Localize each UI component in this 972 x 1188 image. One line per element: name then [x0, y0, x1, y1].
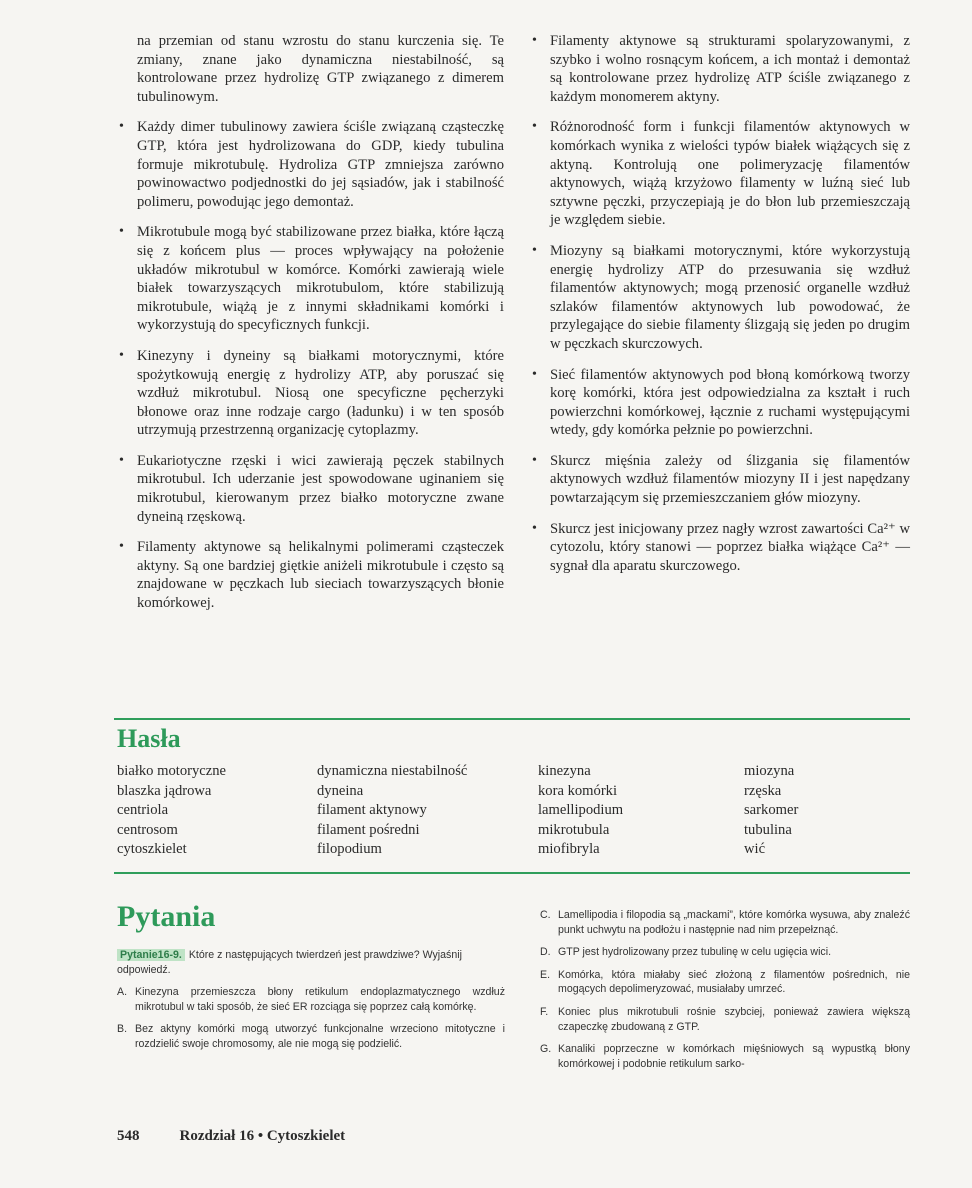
section-divider: [114, 872, 910, 874]
bullet-item: • Każdy dimer tubulinowy zawiera ściśle związaną cząsteczkę GTP, która jest hydrolizowana do GDP, kiedy tubulina formuje mikrotubulę. Hydroliza GTP zmniejsza zarówno powinowactwo podjednostki do jej sąsiadów, jak i stabilność polimeru, powodując jego demontaż.: [119, 119, 504, 210]
bullet-icon: •: [532, 242, 537, 258]
bullet-icon: •: [532, 452, 537, 468]
term: sarkomer: [744, 802, 799, 818]
answer-option: B. Bez aktyny komórki mogą utworzyć funkcjonalne wrzeciono mitotyczne i rozdzielić swoje chromosomy, ale nie mogą się podzielić.: [117, 1023, 505, 1050]
answer-option: G. Kanaliki poprzeczne w komórkach mięśniowych są wypustką błony komórkowej i podobnie retikulum sarko-: [540, 1043, 910, 1070]
pytania-heading: Pytania: [117, 900, 216, 933]
terms-column: [117, 762, 226, 860]
terms-column: [538, 762, 623, 860]
bullet-item: • Filamenty aktynowe są helikalnymi polimerami cząsteczek aktyny. Są one bardziej giętkie aniżeli mikrotubule i często są znajdowane w pęczkach lub sieciach towarzyszących błonie komórkowej.: [119, 539, 504, 612]
term: wić: [744, 841, 766, 857]
right-text-column: [530, 32, 910, 587]
term: białko motoryczne: [117, 763, 227, 779]
term: kinezyna: [538, 763, 591, 779]
term: dyneina: [317, 782, 364, 799]
bullet-icon: •: [532, 33, 537, 48]
term: lamellipodium: [538, 802, 624, 818]
chapter-title: Rozdział 16 • Cytoszkielet: [179, 1128, 346, 1144]
bullet-item: • Eukariotyczne rzęski i wici zawierają pęczek stabilnych mikrotubul. Ich uderzanie jest spowodowane uginaniem się mikrotubul, kierowanym przez białko motoryczne zwane dyneiną rzęskową.: [119, 452, 504, 525]
questions-right: [540, 908, 910, 1079]
bullet-icon: •: [119, 119, 124, 135]
term: miozyna: [744, 763, 795, 779]
term: dynamiczna niestabilność: [317, 763, 468, 779]
term: centriola: [117, 802, 169, 818]
term: mikrotubula: [538, 821, 610, 838]
bullet-item: • Sieć filamentów aktynowych pod błoną komórkową tworzy korę komórki, która jest odpowiedzialna za kształt i ruch powierzchni komórkowej, łącznie z ruchami występującymi wtedy, gdy komórka pełznie po powierzchni.: [532, 366, 910, 439]
answer-option: D. GTP jest hydrolizowany przez tubulinę w celu ugięcia wici.: [540, 946, 832, 959]
term: filopodium: [317, 841, 382, 857]
term: rzęska: [744, 782, 782, 799]
bullet-item: • Kinezyny i dyneiny są białkami motorycznymi, które spożytkowują energię z hydrolizy ATP, aby poruszać się wzdłuż mikrotubul. Niosą one specyficzne pęcherzyki błonowe oraz inne rodzaje cargo (ładunku) i w ten sposób utrzymują przestrzenną organizację cytoplazmy.: [119, 347, 504, 439]
bullet-icon: •: [532, 119, 537, 135]
answer-option: A. Kinezyna przemieszcza błony retikulum endoplazmatycznego wzdłuż mikrotubul w taki sposób, że sieć ER rozciąga się poprzez całą komórkę.: [117, 986, 505, 1013]
term: centrosom: [117, 821, 178, 838]
paragraph-continuation: na przemian od stanu wzrostu do stanu kurczenia się. Te zmiany, znane jako dynamiczna niestabilność, są kontrolowane przez hydrolizę GTP związanego z dimerem tubulinowym.: [137, 33, 504, 105]
terms-column: [744, 762, 798, 860]
section-divider: [114, 718, 910, 720]
term: tubulina: [744, 821, 792, 838]
bullet-icon: •: [119, 224, 124, 240]
bullet-icon: •: [532, 366, 537, 382]
terms-column: [317, 762, 467, 860]
bullet-item: • Filamenty aktynowe są strukturami spolaryzowanymi, z szybko i wolno rosnącym końcem, a ich montaż i demontaż są kontrolowane przez hydrolizę ATP ściśle związanego z każdym monomerem aktyny.: [532, 33, 910, 105]
term: miofibryla: [538, 841, 600, 857]
page-footer: [117, 1128, 345, 1145]
term: filament pośredni: [317, 821, 420, 838]
term: kora komórki: [538, 782, 618, 799]
bullet-item: • Różnorodność form i funkcji filamentów aktynowych w komórkach wynika z wielości typów białek wiążących się z aktyną. Kontrolują one polimeryzację filamentów aktynowych, wiążą krzyżowo filamenty w luźną sieć lub sztywne pęczki, przyczepiają je do błon lub przemieszczają je względem siebie.: [532, 119, 910, 229]
answer-option: E. Komórka, która miałaby sieć złożoną z filamentów pośrednich, nie mogących depolimeryzować, musiałaby umrzeć.: [540, 968, 910, 996]
term: cytoszkielet: [117, 841, 187, 857]
term: filament aktynowy: [317, 802, 427, 818]
answer-option: F. Koniec plus mikrotubuli rośnie szybciej, ponieważ zawiera większą czapeczkę zbudowaną z GTP.: [540, 1005, 910, 1033]
bullet-icon: •: [119, 452, 124, 468]
question-prompt: Pytanie16-9. Które z następujących twierdzeń jest prawdziwe? Wyjaśnij odpowiedź.: [117, 949, 462, 976]
hasla-heading: Hasła: [117, 724, 181, 753]
bullet-icon: •: [119, 347, 124, 363]
page-number: 548: [117, 1128, 140, 1144]
left-text-column: [117, 32, 504, 625]
bullet-item: • Skurcz mięśnia zależy od ślizgania się filamentów aktynowych wzdłuż filamentów miozyny II i jest napędzany powtarzającym się przemieszczaniem głów miozyny.: [532, 452, 910, 507]
answer-option: C. Lamellipodia i filopodia są „mackami”, które komórka wysuwa, aby znaleźć punkt uchwytu na podłożu i następnie nad nim przepełznąć.: [540, 909, 910, 936]
bullet-icon: •: [119, 539, 124, 555]
bullet-icon: •: [532, 520, 537, 536]
bullet-item: • Mikrotubule mogą być stabilizowane przez białka, które łączą się z końcem plus — proces wpływający na położenie układów mikrotubul w komórce. Komórki zawierają wiele białek towarzyszących mikrotubulom, które stabilizują mikrotubule, wiążą je z innymi składnikami komórki i wykorzystują do specyficznych funkcji.: [119, 224, 504, 334]
question-label: Pytanie16-9.: [117, 949, 185, 961]
bullet-item: • Skurcz jest inicjowany przez nagły wzrost zawartości Ca²⁺ w cytozolu, który stanowi — poprzez białka wiążące Ca²⁺ — sygnał dla aparatu skurczowego.: [532, 520, 910, 574]
term: blaszka jądrowa: [117, 782, 212, 799]
questions-left: [117, 948, 505, 1060]
bullet-item: • Miozyny są białkami motorycznymi, które wykorzystują energię hydrolizy ATP do przesuwania się wzdłuż filamentów aktynowych; mogą przenosić organelle wzdłuż szlaków filamentów aktynowych lub powodować, że przylegające do siebie filamenty ślizgają się jeden po drugim w pęczkach skurczowych.: [532, 242, 910, 352]
